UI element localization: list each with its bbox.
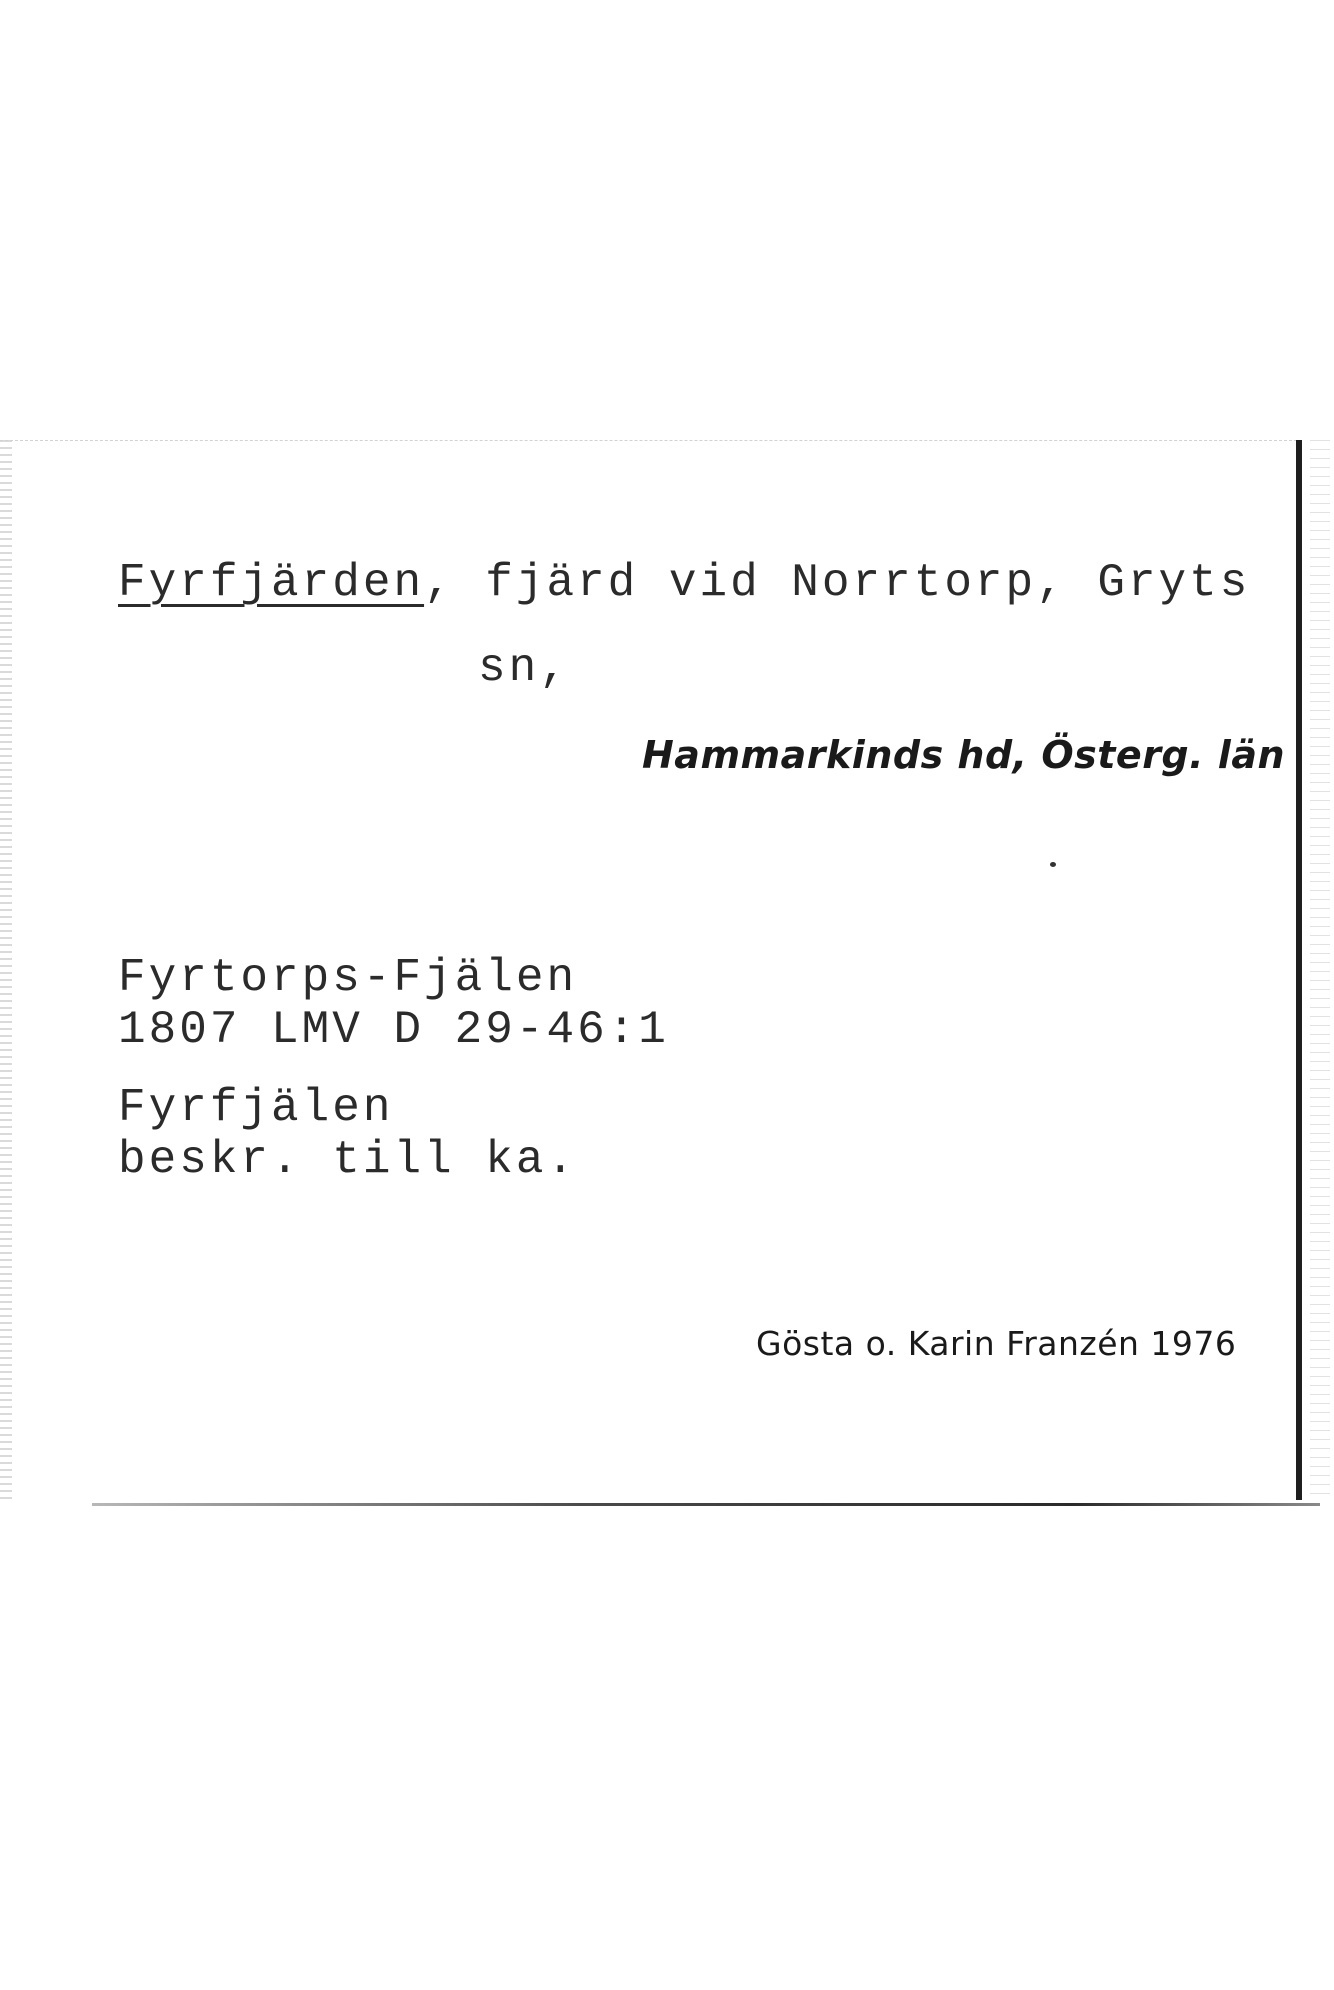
entry-line-2: sn, — [478, 642, 570, 694]
collector-credit: Gösta o. Karin Franzén 1976 — [756, 1324, 1237, 1363]
entry-line-1 — [118, 557, 1251, 609]
card-bottom-edge — [92, 1503, 1320, 1506]
source-1-reference: 1807 LMV D 29-46:1 — [118, 1004, 669, 1056]
card-right-edge — [1296, 440, 1302, 1500]
scan-edge-right — [1310, 440, 1330, 1500]
source-2-name: Fyrfjälen — [118, 1082, 394, 1134]
source-2-note: beskr. till ka. — [118, 1134, 578, 1186]
source-1-name: Fyrtorps-Fjälen — [118, 952, 578, 1004]
entry-region: Hammarkinds hd, Österg. län — [642, 733, 1286, 777]
entry-description: , fjärd vid Norrtorp, Gryts — [424, 557, 1251, 609]
ink-speck — [1050, 862, 1056, 867]
entry-headword: Fyrfjärden — [118, 557, 425, 609]
